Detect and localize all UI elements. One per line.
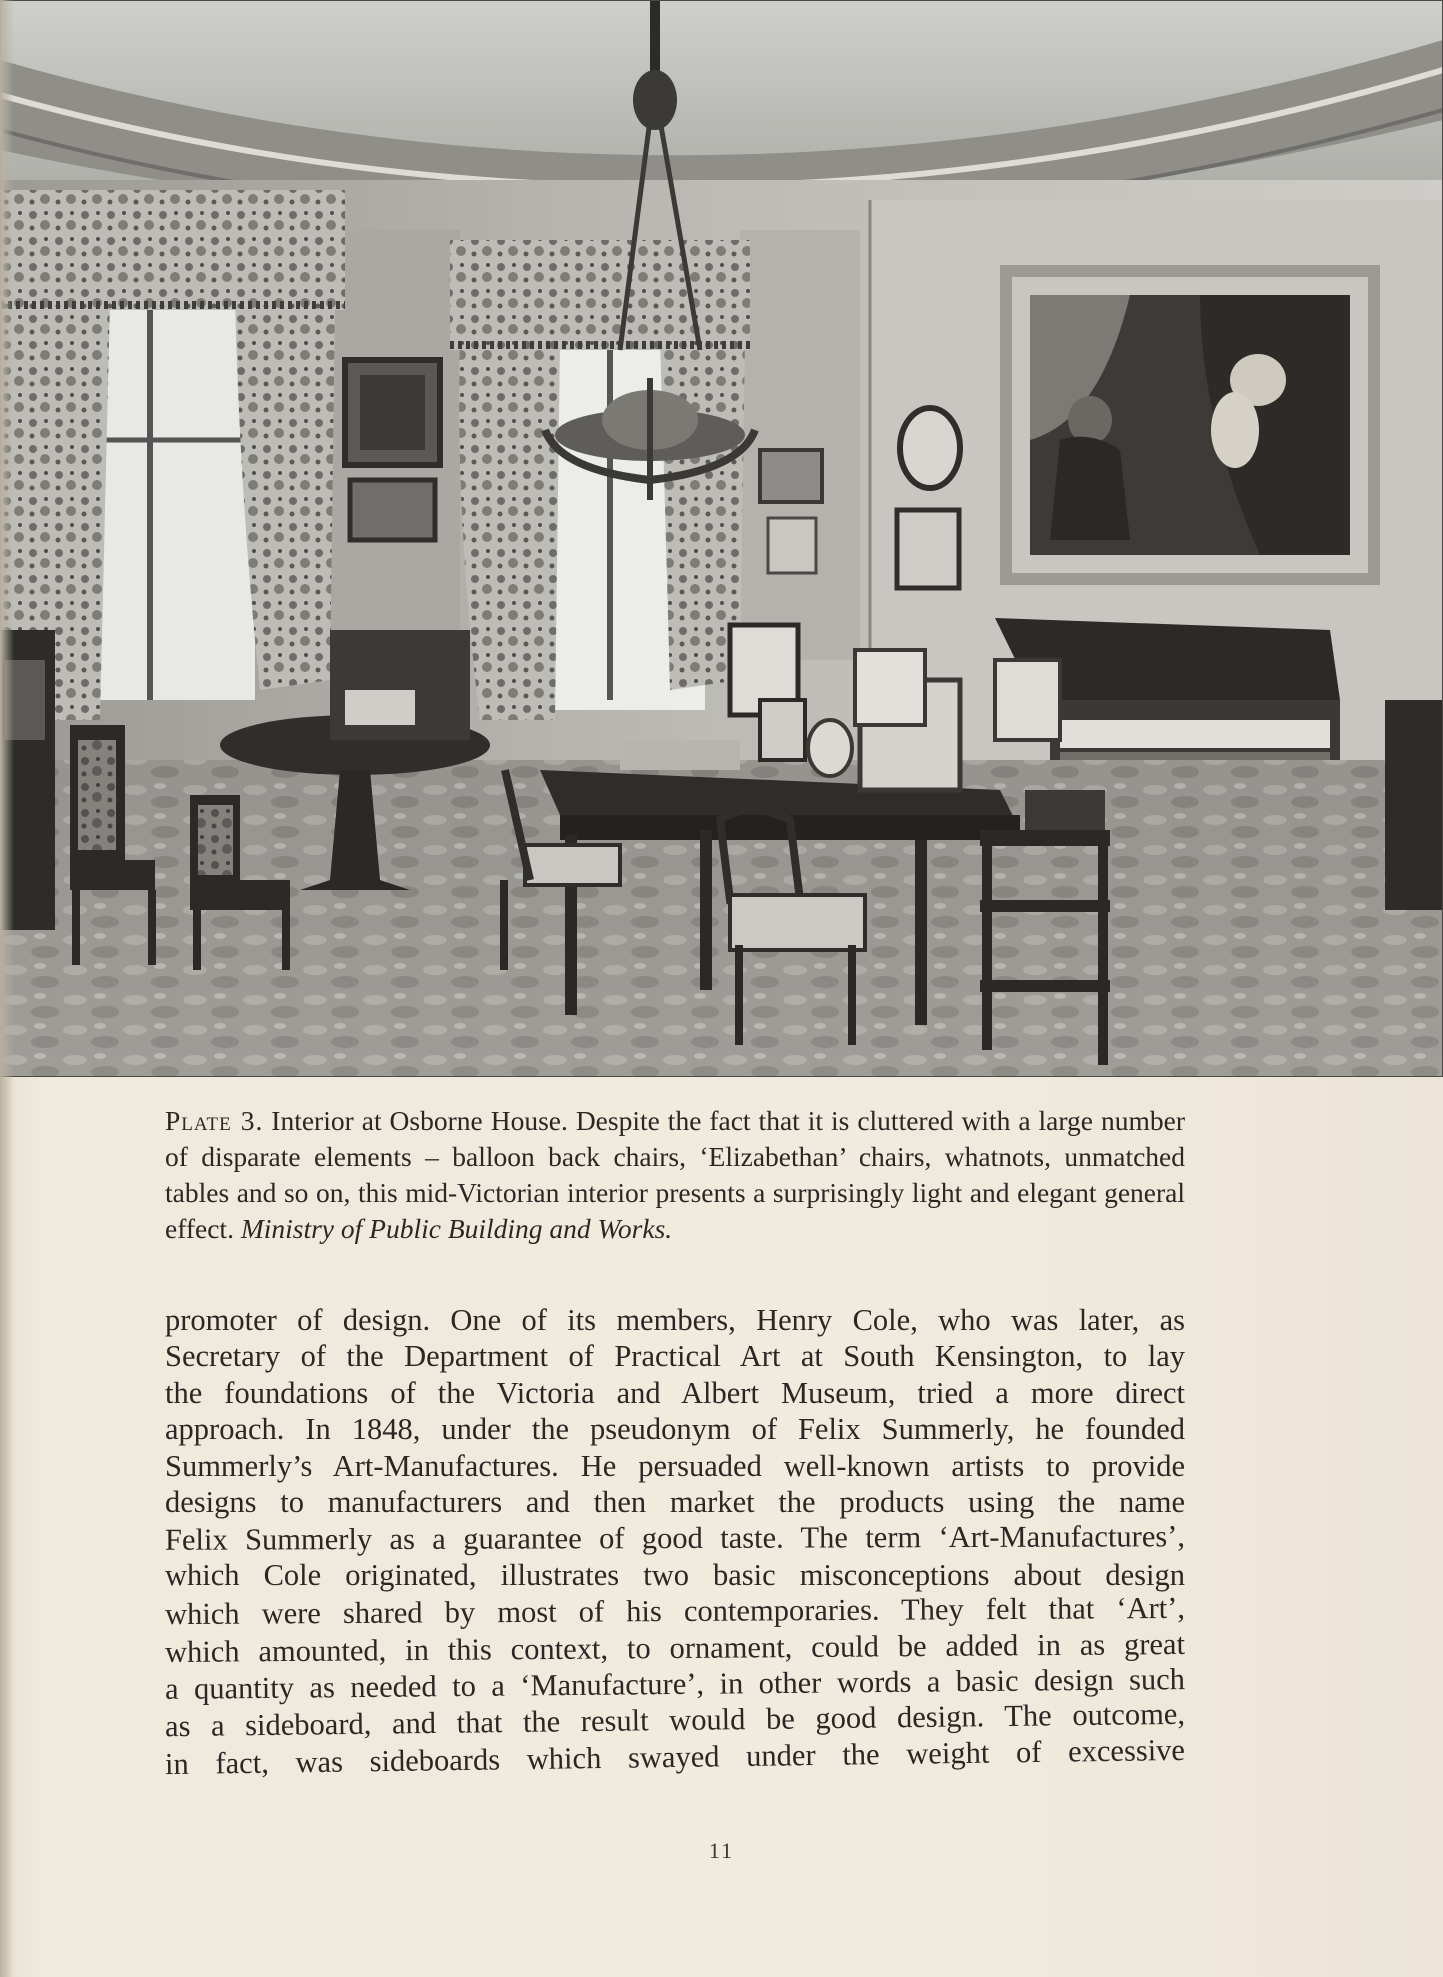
body-line: Summerly’s Art-Manufactures. He persuaded well-known artists to provide [165,1448,1185,1483]
body-line: the foundations of the Victoria and Albert Museum, tried a more direct [165,1375,1185,1410]
page-number: 11 [708,1838,735,1863]
body-line: a quantity as needed to a ‘Manufacture’, in other words a basic design such [164,1662,1186,1706]
photo-credit: Ministry of Public Building and Works. [240,1213,673,1244]
caption-text: Interior at Osborne House. Despite the fact that it is cluttered with a large number of disparate elements – balloon back chairs, ‘Elizabethan’ chairs, whatnots, unmatched tables and so on, this mid-Victorian interior presents a surprisingly light and elegant general effect. [165,1105,1185,1244]
body-line: which amounted, in this context, to ornament, could be added in as great [164,1626,1186,1669]
body-line: approach. In 1848, under the pseudonym of Felix Summerly, he founded [165,1412,1185,1447]
body-line: which Cole originated, illustrates two basic misconceptions about design [165,1557,1185,1592]
binding-shadow [0,0,14,1977]
body-line: which were shared by most of his contemporaries. They felt that ‘Art’, [164,1591,1186,1632]
body-line: Felix Summerly as a guarantee of good taste. The term ‘Art-Manufactures’, [164,1519,1186,1558]
body-line: Secretary of the Department of Practical Art at South Kensington, to lay [165,1339,1185,1374]
plate-label: Plate 3. [165,1105,264,1136]
body-line: in fact, was sideboards which swayed under the weight of excessive [164,1732,1186,1781]
body-paragraph [164,1302,1186,1781]
body-line: designs to manufacturers and then market the products using the name [165,1484,1185,1519]
body-line: promoter of design. One of its members, Henry Cole, who was later, as [165,1303,1185,1337]
body-line: as a sideboard, and that the result would be good design. The outcome, [164,1697,1186,1744]
plate-caption [165,1103,1185,1247]
